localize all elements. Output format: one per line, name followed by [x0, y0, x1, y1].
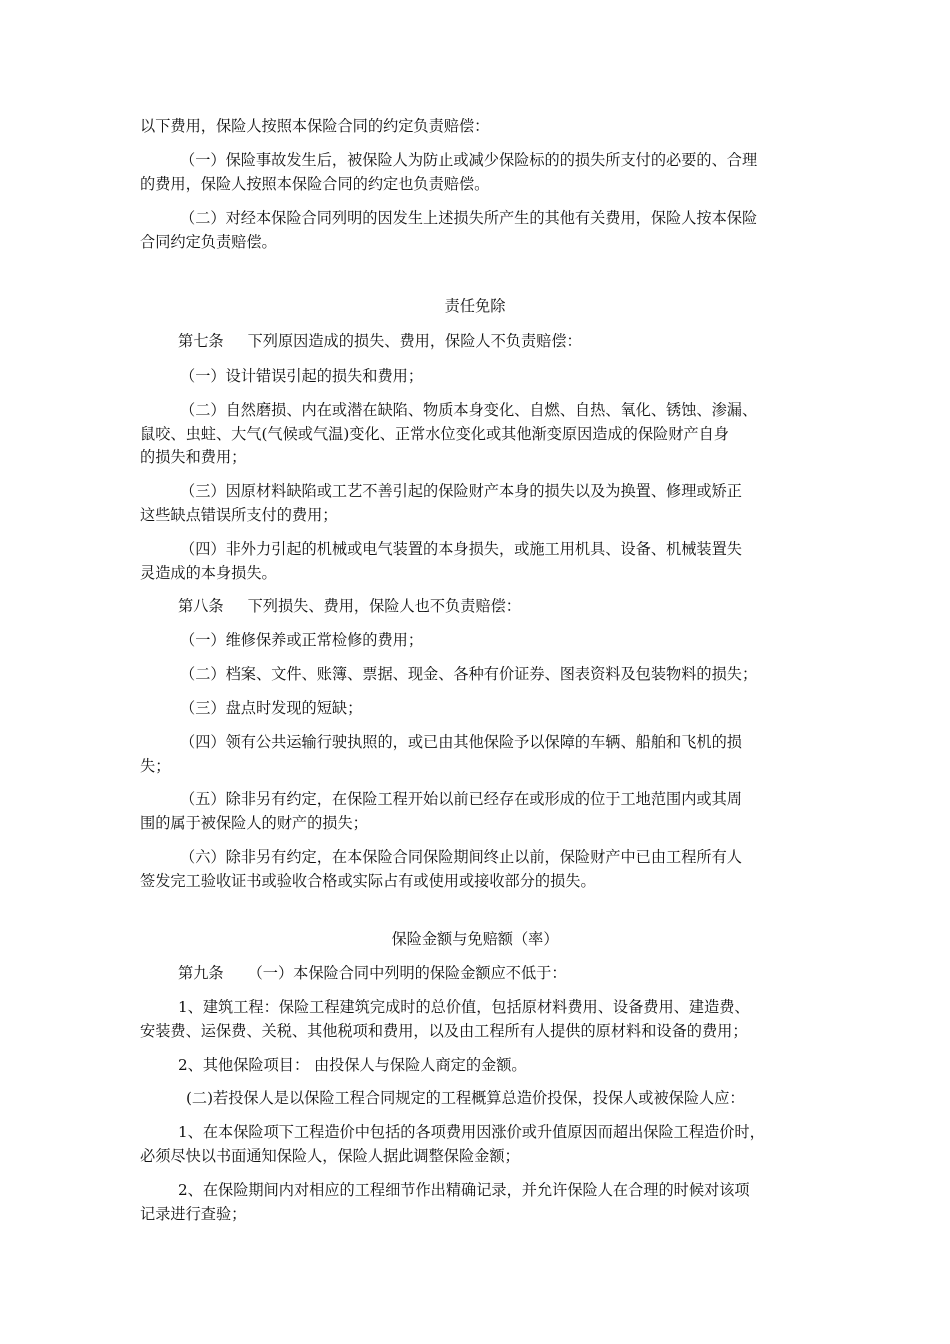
art7-item-2-line-3: 的损失和费用； — [140, 448, 247, 466]
art7-item-1-line-1: （一）设计错误引起的损失和费用； — [180, 367, 423, 385]
article-9-text: （一）本保险合同中列明的保险金额应不低于： — [247, 964, 567, 982]
art9-item-5-line-2: 记录进行查验； — [140, 1205, 247, 1223]
art7-item-2-line-2: 鼠咬、虫蛀、大气(气候或气温)变化、正常水位变化或其他渐变原因造成的保险财产自身 — [140, 425, 729, 443]
intro-item-1-line-1: （一）保险事故发生后，被保险人为防止或减少保险标的的损失所支付的必要的、合理 — [180, 151, 758, 169]
art8-item-5-line-2: 围的属于被保险人的财产的损失； — [140, 814, 368, 832]
intro-item-2-line-2: 合同约定负责赔偿。 — [140, 233, 277, 251]
art7-item-3-line-1: （三）因原材料缺陷或工艺不善引起的保险财产本身的损失以及为换置、修理或矫正 — [180, 482, 742, 500]
art8-item-6-line-2: 签发完工验收证书或验收合格或实际占有或使用或接收部分的损失。 — [140, 872, 596, 890]
art7-item-4-line-2: 灵造成的本身损失。 — [140, 564, 277, 582]
art8-item-1-line-1: （一）维修保养或正常检修的费用； — [180, 631, 423, 649]
art9-item-1-line-1: 1、建筑工程：保险工程建筑完成时的总价值，包括原材料费用、设备费用、建造费、 — [178, 998, 750, 1016]
art8-item-4-line-2: 失； — [140, 757, 171, 775]
art8-item-4-line-1: （四）领有公共运输行驶执照的，或已由其他保险予以保障的车辆、船舶和飞机的损 — [180, 733, 742, 751]
art9-item-5-line-1: 2、在保险期间内对相应的工程细节作出精确记录，并允许保险人在合理的时候对该项 — [178, 1181, 750, 1199]
intro-item-1-line-2: 的费用，保险人按照本保险合同的约定也负责赔偿。 — [140, 175, 490, 193]
article-8 — [178, 596, 521, 616]
art7-item-4-line-1: （四）非外力引起的机械或电气装置的本身损失，或施工用机具、设备、机械装置失 — [180, 540, 742, 558]
intro-line: 以下费用，保险人按照本保险合同的约定负责赔偿： — [140, 117, 490, 135]
art8-item-2-line-1: （二）档案、文件、账簿、票据、现金、各种有价证券、图表资料及包装物料的损失； — [180, 665, 758, 683]
art9-item-1-line-2: 安装费、运保费、关税、其他税项和费用，以及由工程所有人提供的原材料和设备的费用； — [140, 1022, 748, 1040]
art7-item-3-line-2: 这些缺点错误所支付的费用； — [140, 506, 338, 524]
art7-item-2-line-1: （二）自然磨损、内在或潜在缺陷、物质本身变化、自燃、自热、氧化、锈蚀、渗漏、 — [180, 401, 758, 419]
article-7-text: 下列原因造成的损失、费用，保险人不负责赔偿： — [247, 332, 582, 350]
art9-item-2-line-1: 2、其他保险项目： 由投保人与保险人商定的金额。 — [178, 1056, 527, 1074]
section-heading-exemption: 责任免除 — [444, 297, 506, 315]
art9-item-4-line-2: 必须尽快以书面通知保险人，保险人据此调整保险金额； — [140, 1147, 520, 1165]
art8-item-3-line-1: （三）盘点时发现的短缺； — [180, 699, 363, 717]
article-8-number: 第八条 — [178, 597, 224, 615]
art8-item-5-line-1: （五）除非另有约定，在保险工程开始以前已经存在或形成的位于工地范围内或其周 — [180, 790, 742, 808]
section-heading-amount: 保险金额与免赔额（率） — [391, 930, 559, 948]
art8-item-6-line-1: （六）除非另有约定，在本保险合同保险期间终止以前，保险财产中已由工程所有人 — [180, 848, 742, 866]
intro-item-2-line-1: （二）对经本保险合同列明的因发生上述损失所产生的其他有关费用，保险人按本保险 — [180, 209, 758, 227]
article-9-number: 第九条 — [178, 964, 224, 982]
article-7-number: 第七条 — [178, 332, 224, 350]
article-8-text: 下列损失、费用，保险人也不负责赔偿： — [247, 597, 521, 615]
art9-item-3-line-1: (二)若投保人是以保险工程合同规定的工程概算总造价投保，投保人或被保险人应： — [186, 1089, 745, 1107]
article-7 — [178, 331, 582, 351]
art9-item-4-line-1: 1、在本保险项下工程造价中包括的各项费用因涨价或升值原因而超出保险工程造价时， — [178, 1123, 765, 1141]
article-9 — [178, 963, 567, 983]
